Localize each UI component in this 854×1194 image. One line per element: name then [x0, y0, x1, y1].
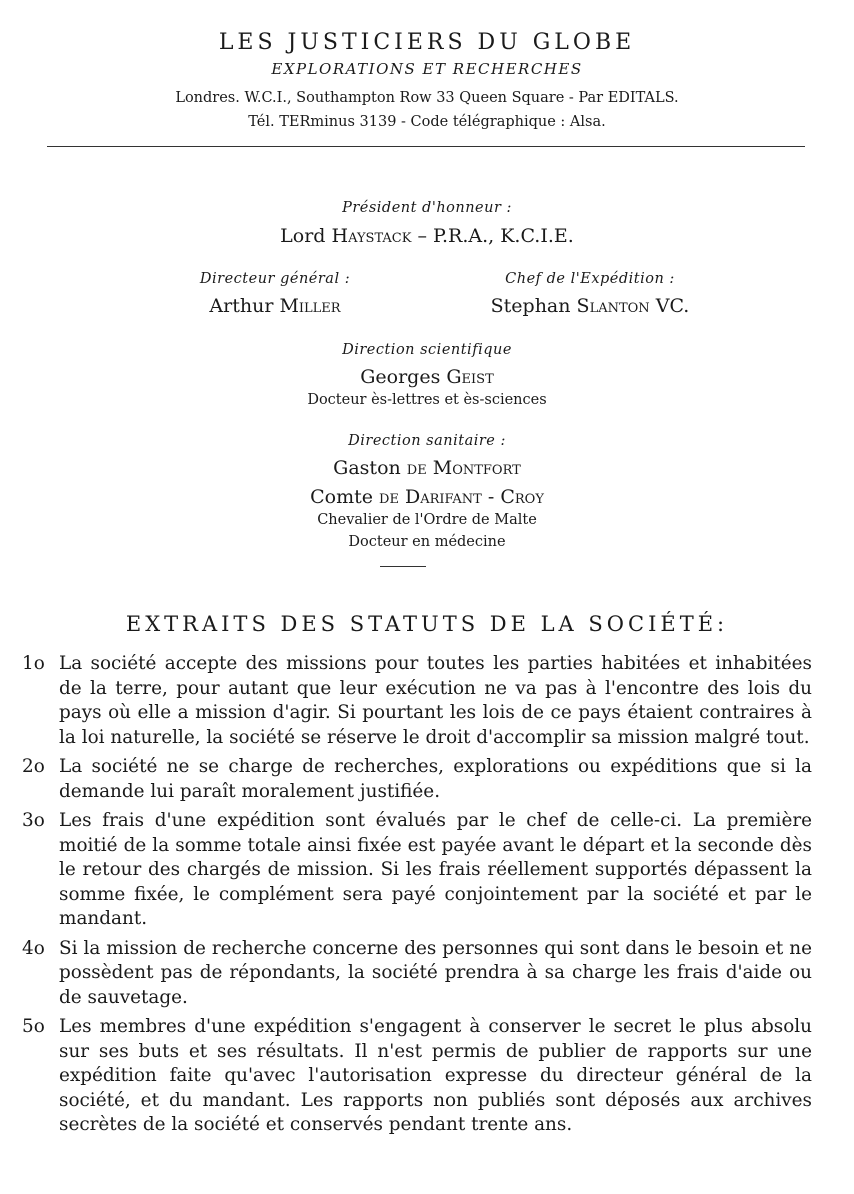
scientific-credentials: Docteur ès-lettres et ès-sciences — [307, 392, 547, 408]
statute-text: Les membres d'une expédition s'engagent à conserver le secret le plus absolu sur ses buts et ses résultats. Il n'est permis de publier de rapports sur une expédition faite qu'avec l'autorisation expresse du directeur général de la société, et du mandant. Les rapports non publiés sont déposés aux archives secrètes de la société et conservés pendant trente ans. — [59, 1016, 812, 1135]
statute-text: Si la mission de recherche concerne des personnes qui sont dans le besoin et ne possèdent pas de répondants, la société prendra à sa charge les frais d'aide ou de sauvetage. — [59, 937, 812, 1008]
statute-text: La société ne se charge de recherches, explorations ou expéditions que si la demande lui paraît moralement justifiée. — [59, 756, 812, 802]
statute-item — [22, 1015, 812, 1138]
society-title: LES JUSTICIERS DU GLOBE — [218, 30, 636, 55]
expedition-chief-name: Stephan Slanton VC. — [490, 295, 690, 317]
statute-number: 3o — [22, 810, 45, 831]
statutes-list — [22, 652, 812, 1143]
director-general-name: Arthur Miller — [209, 295, 341, 317]
statute-item — [22, 755, 812, 804]
statute-number: 1o — [22, 653, 45, 674]
director-general-role: Directeur général : — [199, 271, 351, 287]
medical-credential-1: Chevalier de l'Ordre de Malte — [317, 512, 537, 528]
medical-credential-2: Docteur en médecine — [348, 534, 506, 550]
statute-number: 4o — [22, 937, 45, 959]
section-divider — [380, 566, 426, 567]
medical-person-1: Gaston de Montfort — [333, 457, 521, 479]
medical-role: Direction sanitaire : — [348, 433, 506, 449]
header-divider — [47, 146, 805, 147]
medical-person-2: Comte de Darifant - Croy — [310, 486, 544, 508]
statute-item — [22, 937, 812, 1011]
president-name: Lord Haystack – P.R.A., K.C.I.E. — [280, 225, 574, 247]
statute-text: La société accepte des missions pour toutes les parties habitées et inhabitées de la terre, pour autant que leur exécution ne va pas à l'encontre des lois du pays où elle a mission d'agir. Si pourtant les lois de ce pays étaient contraires à la loi naturelle, la société se réserve le droit d'accomplir sa mission malgré tout. — [59, 653, 812, 748]
scientific-name: Georges Geist — [360, 366, 494, 388]
address-line-1: Londres. W.C.I., Southampton Row 33 Queen Square - Par EDITALS. — [175, 90, 679, 106]
statutes-title: EXTRAITS DES STATUTS DE LA SOCIÉTÉ: — [125, 612, 729, 636]
statute-number: 5o — [22, 1016, 45, 1037]
statute-item — [22, 652, 812, 750]
statute-number: 2o — [22, 756, 45, 777]
president-role: Président d'honneur : — [342, 200, 512, 216]
address-line-2: Tél. TERminus 3139 - Code télégraphique : Alsa. — [248, 114, 606, 130]
scientific-role: Direction scientifique — [342, 342, 512, 358]
statute-text: Les frais d'une expédition sont évalués par le chef de celle-ci. La première moitié de la somme totale ainsi fixée est payée avant le départ et la seconde dès le retour des chargés de mission. Si les frais réellement supportés dépassent la somme fixée, le complément sera payé conjointement par la société et par le mandant. — [59, 810, 812, 929]
expedition-chief-role: Chef de l'Expédition : — [505, 271, 675, 287]
society-subtitle: EXPLORATIONS ET RECHERCHES — [271, 60, 583, 78]
statute-item — [22, 809, 812, 932]
